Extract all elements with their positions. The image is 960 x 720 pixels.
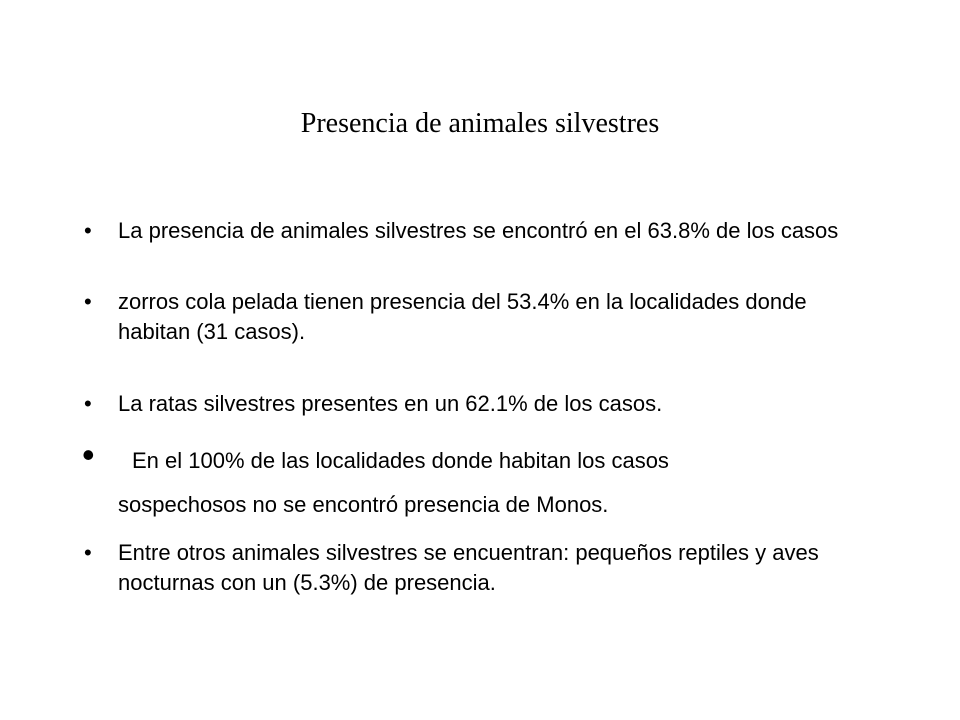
list-item-text-line-1: En el 100% de las localidades donde habitan los casos bbox=[132, 448, 669, 473]
slide-title: Presencia de animales silvestres bbox=[300, 108, 660, 139]
list-item bbox=[84, 538, 858, 598]
list-item-text: La presencia de animales silvestres se encontró en el 63.8% de los casos bbox=[118, 218, 839, 243]
list-item-text-line-2: sospechosos no se encontró presencia de Monos. bbox=[118, 492, 609, 517]
bullet-icon: • bbox=[84, 540, 92, 565]
list-item bbox=[82, 434, 858, 520]
list-item-text: zorros cola pelada tienen presencia del 53.4% en la localidades donde habitan (31 casos). bbox=[118, 289, 807, 344]
list-item bbox=[84, 216, 858, 246]
list-item bbox=[84, 287, 858, 347]
list-item bbox=[84, 389, 858, 419]
bullet-icon: • bbox=[84, 289, 92, 314]
bullet-icon: • bbox=[84, 218, 92, 243]
list-item-text: Entre otros animales silvestres se encuentran: pequeños reptiles y aves nocturnas con un (5.3%) de presencia. bbox=[118, 540, 819, 595]
bullet-icon: • bbox=[84, 391, 92, 416]
bullet-icon: • bbox=[82, 434, 95, 475]
list-item-text: La ratas silvestres presentes en un 62.1% de los casos. bbox=[118, 391, 663, 416]
